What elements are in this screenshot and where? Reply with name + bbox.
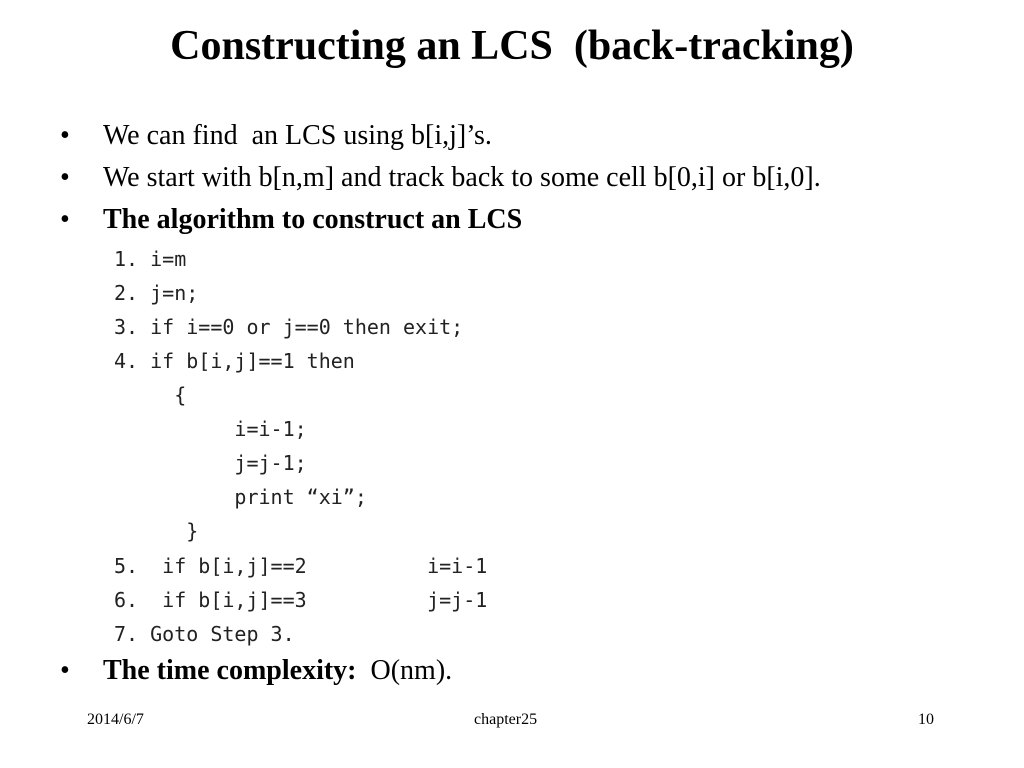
- footer-chapter: chapter25: [474, 711, 538, 728]
- code-line: {: [114, 383, 187, 407]
- code-line: 6. if b[i,j]==3 j=j-1: [114, 588, 488, 612]
- code-line: 7. Goto Step 3.: [114, 622, 295, 646]
- code-line: 4. if b[i,j]==1 then: [114, 349, 355, 373]
- bullet-marker: •: [60, 120, 70, 151]
- bullet-marker: •: [60, 204, 70, 235]
- footer-page-number: 10: [918, 711, 934, 728]
- code-line: }: [114, 519, 199, 543]
- code-line: i=i-1;: [114, 417, 307, 441]
- code-line: 3. if i==0 or j==0 then exit;: [114, 315, 464, 339]
- code-line: 5. if b[i,j]==2 i=i-1: [114, 554, 488, 578]
- code-line: 1. i=m: [114, 247, 187, 271]
- bullet-text: We can find an LCS using b[i,j]’s.: [103, 120, 492, 151]
- footer-date: 2014/6/7: [87, 711, 144, 728]
- complexity-text: [103, 654, 452, 688]
- code-line: print “xi”;: [114, 485, 367, 509]
- code-line: 2. j=n;: [114, 281, 199, 305]
- complexity-value: O(nm).: [356, 655, 453, 686]
- bullet-marker: •: [60, 162, 70, 193]
- slide-title: Constructing an LCS (back-tracking): [170, 23, 854, 69]
- code-line: j=j-1;: [114, 451, 307, 475]
- bullet-text: We start with b[n,m] and track back to some cell b[0,i] or b[i,0].: [103, 162, 821, 193]
- bullet-text: The algorithm to construct an LCS: [103, 204, 523, 235]
- bullet-marker: •: [60, 655, 70, 686]
- complexity-label: The time complexity:: [103, 655, 357, 686]
